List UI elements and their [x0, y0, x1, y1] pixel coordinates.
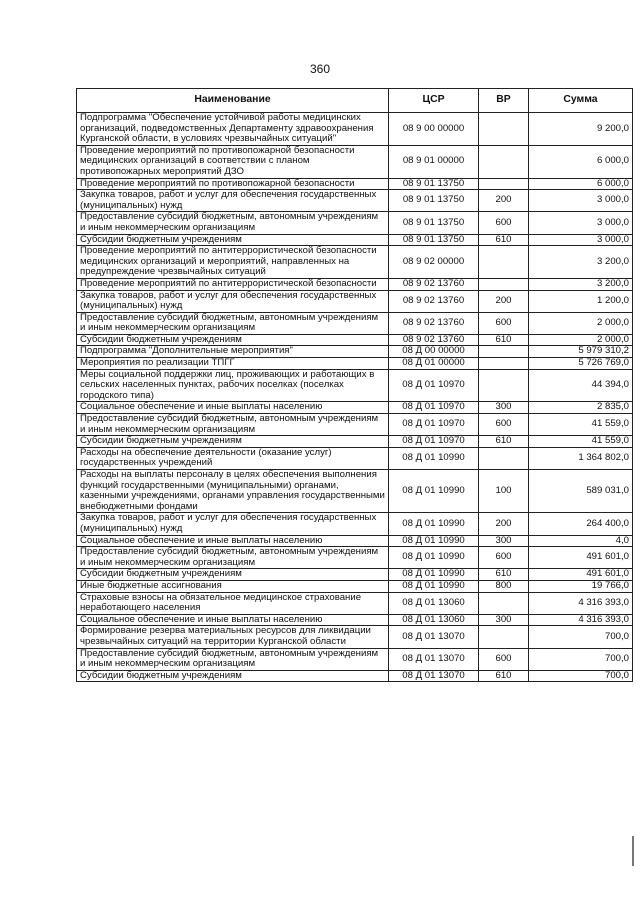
- table-row: [77, 278, 633, 290]
- table-row: [77, 436, 633, 448]
- row-sum: 3 200,0: [529, 278, 633, 290]
- table-row: [77, 113, 633, 146]
- table-body: [77, 113, 633, 682]
- row-sum: 700,0: [529, 626, 633, 648]
- row-sum: 2 835,0: [529, 402, 633, 414]
- row-sum: 2 000,0: [529, 334, 633, 346]
- row-csr: 08 9 02 13760: [389, 278, 479, 290]
- row-vr: [479, 592, 529, 614]
- row-name: Расходы на выплаты персоналу в целях обеспечения выполнения функций государственными (муниципальными) органами, казенными учреждениями, органами управления государственными внебюджетными фондами: [77, 470, 389, 513]
- row-name: Меры социальной поддержки лиц, проживающих и работающих в сельских населенных пунктах, рабочих поселках (поселках городского типа): [77, 369, 389, 402]
- row-csr: 08 Д 01 13060: [389, 614, 479, 626]
- table-row: [77, 369, 633, 402]
- row-vr: [479, 447, 529, 469]
- row-name: Предоставление субсидий бюджетным, автономным учреждениям и иным некоммерческим организациям: [77, 547, 389, 569]
- row-name: Субсидии бюджетным учреждениям: [77, 234, 389, 246]
- row-vr: 600: [479, 648, 529, 670]
- row-name: Закупка товаров, работ и услуг для обеспечения государственных (муниципальных) нужд: [77, 190, 389, 212]
- row-name: Формирование резерва материальных ресурсов для ликвидации чрезвычайных ситуаций на территории Курганской области: [77, 626, 389, 648]
- table-row: [77, 358, 633, 370]
- row-vr: 600: [479, 312, 529, 334]
- row-csr: 08 Д 01 10990: [389, 580, 479, 592]
- table-header: [77, 89, 633, 113]
- row-sum: 3 200,0: [529, 246, 633, 279]
- table-row: [77, 547, 633, 569]
- row-vr: 300: [479, 535, 529, 547]
- row-vr: 100: [479, 470, 529, 513]
- row-sum: 6 000,0: [529, 145, 633, 178]
- table-row: [77, 145, 633, 178]
- row-vr: 610: [479, 670, 529, 682]
- budget-table: [76, 88, 633, 682]
- table-row: [77, 614, 633, 626]
- row-csr: 08 Д 00 00000: [389, 346, 479, 358]
- row-sum: 5 979 310,2: [529, 346, 633, 358]
- row-sum: 41 559,0: [529, 414, 633, 436]
- row-csr: 08 Д 01 13060: [389, 592, 479, 614]
- table-row: [77, 212, 633, 234]
- row-csr: 08 9 01 13750: [389, 190, 479, 212]
- row-vr: 200: [479, 290, 529, 312]
- header-name: Наименование: [77, 89, 389, 113]
- row-vr: 200: [479, 190, 529, 212]
- row-csr: 08 9 02 13760: [389, 312, 479, 334]
- table-row: [77, 234, 633, 246]
- row-csr: 08 Д 01 13070: [389, 626, 479, 648]
- row-sum: 1 200,0: [529, 290, 633, 312]
- row-csr: 08 Д 01 10990: [389, 470, 479, 513]
- row-csr: 08 Д 01 10990: [389, 535, 479, 547]
- row-csr: 08 Д 01 00000: [389, 358, 479, 370]
- table-row: [77, 535, 633, 547]
- row-sum: 589 031,0: [529, 470, 633, 513]
- row-sum: 700,0: [529, 670, 633, 682]
- row-sum: 3 000,0: [529, 212, 633, 234]
- row-sum: 491 601,0: [529, 569, 633, 581]
- row-name: Предоставление субсидий бюджетным, автономным учреждениям и иным некоммерческим организациям: [77, 648, 389, 670]
- row-sum: 9 200,0: [529, 113, 633, 146]
- row-sum: 44 394,0: [529, 369, 633, 402]
- header-sum: Сумма: [529, 89, 633, 113]
- row-name: Страховые взносы на обязательное медицинское страхование неработающего населения: [77, 592, 389, 614]
- table-row: [77, 569, 633, 581]
- table-row: [77, 334, 633, 346]
- row-name: Закупка товаров, работ и услуг для обеспечения государственных (муниципальных) нужд: [77, 513, 389, 535]
- table-row: [77, 447, 633, 469]
- row-name: Проведение мероприятий по антитеррористической безопасности: [77, 278, 389, 290]
- table-row: [77, 592, 633, 614]
- row-sum: 5 726 769,0: [529, 358, 633, 370]
- row-csr: 08 Д 01 13070: [389, 648, 479, 670]
- row-vr: [479, 369, 529, 402]
- row-sum: 1 364 802,0: [529, 447, 633, 469]
- row-csr: 08 Д 01 10990: [389, 447, 479, 469]
- row-name: Социальное обеспечение и иные выплаты населению: [77, 402, 389, 414]
- row-vr: [479, 145, 529, 178]
- row-vr: 610: [479, 334, 529, 346]
- table-row: [77, 190, 633, 212]
- row-csr: 08 9 00 00000: [389, 113, 479, 146]
- row-name: Иные бюджетные ассигнования: [77, 580, 389, 592]
- row-name: Социальное обеспечение и иные выплаты населению: [77, 535, 389, 547]
- row-sum: 19 766,0: [529, 580, 633, 592]
- row-name: Проведение мероприятий по противопожарной безопасности: [77, 178, 389, 190]
- table-row: [77, 648, 633, 670]
- table-row: [77, 670, 633, 682]
- table-row: [77, 580, 633, 592]
- row-csr: 08 9 01 00000: [389, 145, 479, 178]
- row-vr: 600: [479, 547, 529, 569]
- row-vr: [479, 358, 529, 370]
- scan-edge-mark: [632, 836, 634, 866]
- table-row: [77, 470, 633, 513]
- table-row: [77, 312, 633, 334]
- row-name: Подпрограмма "Дополнительные мероприятия": [77, 346, 389, 358]
- row-sum: 491 601,0: [529, 547, 633, 569]
- row-name: Субсидии бюджетным учреждениям: [77, 670, 389, 682]
- row-csr: 08 9 02 00000: [389, 246, 479, 279]
- row-csr: 08 Д 01 13070: [389, 670, 479, 682]
- row-name: Проведение мероприятий по антитеррористической безопасности медицинских организаций и мероприятий, направленных на предупреждение чрезвычайных ситуаций: [77, 246, 389, 279]
- row-vr: 610: [479, 569, 529, 581]
- row-csr: 08 Д 01 10970: [389, 402, 479, 414]
- table-row: [77, 178, 633, 190]
- row-sum: 4,0: [529, 535, 633, 547]
- row-vr: 610: [479, 436, 529, 448]
- row-sum: 4 316 393,0: [529, 592, 633, 614]
- header-row: [77, 89, 633, 113]
- row-csr: 08 Д 01 10970: [389, 414, 479, 436]
- row-csr: 08 9 01 13750: [389, 212, 479, 234]
- row-sum: 264 400,0: [529, 513, 633, 535]
- header-vr: ВР: [479, 89, 529, 113]
- row-name: Субсидии бюджетным учреждениям: [77, 436, 389, 448]
- table-row: [77, 346, 633, 358]
- row-vr: [479, 278, 529, 290]
- row-vr: [479, 346, 529, 358]
- row-vr: [479, 246, 529, 279]
- row-sum: 2 000,0: [529, 312, 633, 334]
- row-vr: 600: [479, 414, 529, 436]
- row-name: Социальное обеспечение и иные выплаты населению: [77, 614, 389, 626]
- row-vr: 600: [479, 212, 529, 234]
- row-vr: 800: [479, 580, 529, 592]
- row-csr: 08 9 01 13750: [389, 234, 479, 246]
- table-row: [77, 626, 633, 648]
- row-vr: 200: [479, 513, 529, 535]
- row-csr: 08 Д 01 10990: [389, 513, 479, 535]
- header-csr: ЦСР: [389, 89, 479, 113]
- row-csr: 08 Д 01 10990: [389, 569, 479, 581]
- row-name: Предоставление субсидий бюджетным, автономным учреждениям и иным некоммерческим организациям: [77, 212, 389, 234]
- row-name: Проведение мероприятий по противопожарной безопасности медицинских организаций в соответствии с планом противопожарных мероприятий ДЗО: [77, 145, 389, 178]
- row-sum: 3 000,0: [529, 190, 633, 212]
- row-name: Предоставление субсидий бюджетным, автономным учреждениям и иным некоммерческим организациям: [77, 312, 389, 334]
- row-sum: 3 000,0: [529, 234, 633, 246]
- table-row: [77, 290, 633, 312]
- row-name: Мероприятия по реализации ТПГГ: [77, 358, 389, 370]
- row-vr: [479, 178, 529, 190]
- row-vr: [479, 626, 529, 648]
- row-vr: 300: [479, 614, 529, 626]
- row-csr: 08 Д 01 10970: [389, 369, 479, 402]
- row-vr: 610: [479, 234, 529, 246]
- row-name: Закупка товаров, работ и услуг для обеспечения государственных (муниципальных) нужд: [77, 290, 389, 312]
- row-csr: 08 9 02 13760: [389, 290, 479, 312]
- row-name: Предоставление субсидий бюджетным, автономным учреждениям и иным некоммерческим организациям: [77, 414, 389, 436]
- row-name: Субсидии бюджетным учреждениям: [77, 569, 389, 581]
- row-sum: 4 316 393,0: [529, 614, 633, 626]
- row-name: Подпрограмма "Обеспечение устойчивой работы медицинских организаций, подведомственных Департаменту здравоохранения Курганской области, в условиях чрезвычайных ситуаций": [77, 113, 389, 146]
- table-row: [77, 513, 633, 535]
- row-sum: 6 000,0: [529, 178, 633, 190]
- row-vr: 300: [479, 402, 529, 414]
- row-csr: 08 9 02 13760: [389, 334, 479, 346]
- row-sum: 700,0: [529, 648, 633, 670]
- table-row: [77, 246, 633, 279]
- table-row: [77, 414, 633, 436]
- row-name: Расходы на обеспечение деятельности (оказание услуг) государственных учреждений: [77, 447, 389, 469]
- page-number: 360: [309, 62, 331, 76]
- row-name: Субсидии бюджетным учреждениям: [77, 334, 389, 346]
- row-csr: 08 9 01 13750: [389, 178, 479, 190]
- row-csr: 08 Д 01 10990: [389, 547, 479, 569]
- row-sum: 41 559,0: [529, 436, 633, 448]
- row-csr: 08 Д 01 10970: [389, 436, 479, 448]
- table-row: [77, 402, 633, 414]
- row-vr: [479, 113, 529, 146]
